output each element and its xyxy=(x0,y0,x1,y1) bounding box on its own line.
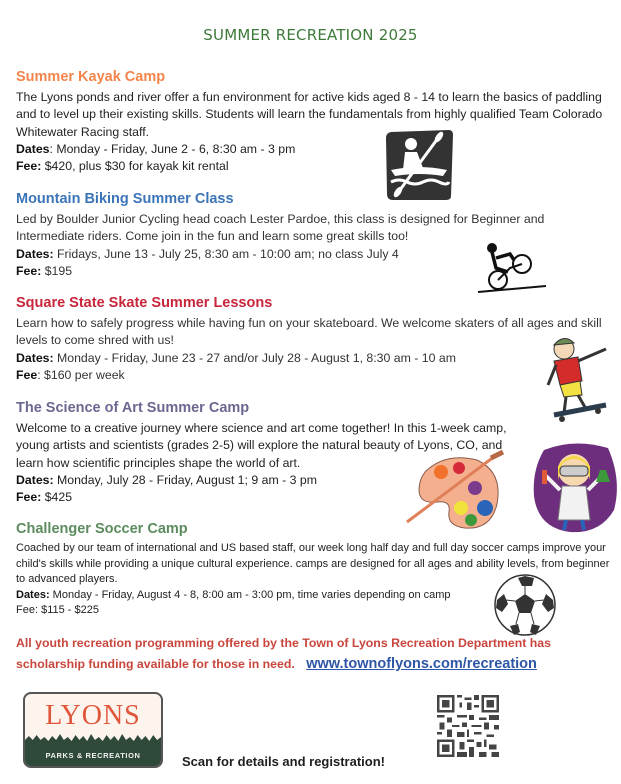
section-fee: Fee: $115 - $225 xyxy=(16,604,99,617)
bike-rider-icon xyxy=(470,238,550,294)
section-dates: Dates: Monday - Friday, June 2 - 6, 8:30 am - 3 pm xyxy=(16,141,296,156)
section-dates: Dates: Monday - Friday, August 4 - 8, 8:00 am - 3:00 pm, time varies depending on camp xyxy=(16,588,451,601)
recreation-link[interactable]: www.townoflyons.com/recreation xyxy=(306,656,537,672)
section-description: Coached by our team of international and US based staff, our week long half day and full day soccer camps improve your child's skills while providing a unique cultural experience. camps are designed for all ages and ability levels, from beginner to advanced players. xyxy=(16,542,610,586)
scientist-image xyxy=(530,440,620,535)
soccer-ball-image xyxy=(492,572,558,638)
section-fee: Fee: $425 xyxy=(16,490,73,505)
skater-image xyxy=(540,333,620,423)
scan-instruction: Scan for details and registration! xyxy=(182,754,385,769)
section-science-of-art xyxy=(16,399,616,506)
paint-palette-image xyxy=(405,450,510,530)
section-heading: The Science of Art Summer Camp xyxy=(16,400,250,416)
section-description: Welcome to a creative journey where science and art come together! In this 1-week camp, young artists and scientists (grades 2-5) will explore the natural beauty of Lyons, CO, and learn how scientific principles shape the world of art. xyxy=(16,421,507,470)
section-dates: Dates: Monday - Friday, June 23 - 27 and/or July 28 - August 1, 8:30 am - 10 am xyxy=(16,350,456,365)
section-heading: Challenger Soccer Camp xyxy=(16,521,188,537)
qr-code[interactable] xyxy=(437,693,499,759)
notice-text: All youth recreation programming offered by the Town of Lyons Recreation Department has scholarship funding available for those in need. xyxy=(16,636,551,671)
section-description: Learn how to safely progress while having fun on your skateboard. We welcome skaters of all ages and skill levels to come shred with us! xyxy=(16,316,602,348)
page-title: SUMMER RECREATION 2025 xyxy=(203,26,418,44)
section-kayak-camp xyxy=(16,68,616,175)
section-heading: Summer Kayak Camp xyxy=(16,69,166,85)
section-dates: Dates: Fridays, June 13 - July 25, 8:30 am - 10:00 am; no class July 4 xyxy=(16,246,399,261)
scholarship-notice xyxy=(16,633,616,675)
section-fee: Fee: $195 xyxy=(16,263,73,278)
section-dates: Dates: Monday, July 28 - Friday, August 1; 9 am - 3 pm xyxy=(16,472,317,487)
section-heading: Square State Skate Summer Lessons xyxy=(16,295,273,311)
logo-name: LYONS xyxy=(45,700,141,731)
section-skate-lessons xyxy=(16,294,616,384)
lyons-parks-logo xyxy=(23,692,163,768)
section-fee: Fee: $160 per week xyxy=(16,367,125,382)
section-fee: Fee: $420, plus $30 for kayak kit rental xyxy=(16,159,229,174)
section-description: The Lyons ponds and river offer a fun environment for active kids aged 8 - 14 to learn the basics of paddling and to level up their existing skills. Students will learn the fundamentals from highly qualified Team Colorado Whitewater Racing staff. xyxy=(16,90,603,139)
logo-subtitle: PARKS & RECREATION xyxy=(25,744,161,766)
kayak-icon xyxy=(383,128,455,202)
section-description: Led by Boulder Junior Cycling head coach Lester Pardoe, this class is designed for Beginner and Intermediate riders. Come join in the fun and learn some great skills too! xyxy=(16,212,545,244)
section-heading: Mountain Biking Summer Class xyxy=(16,191,234,207)
